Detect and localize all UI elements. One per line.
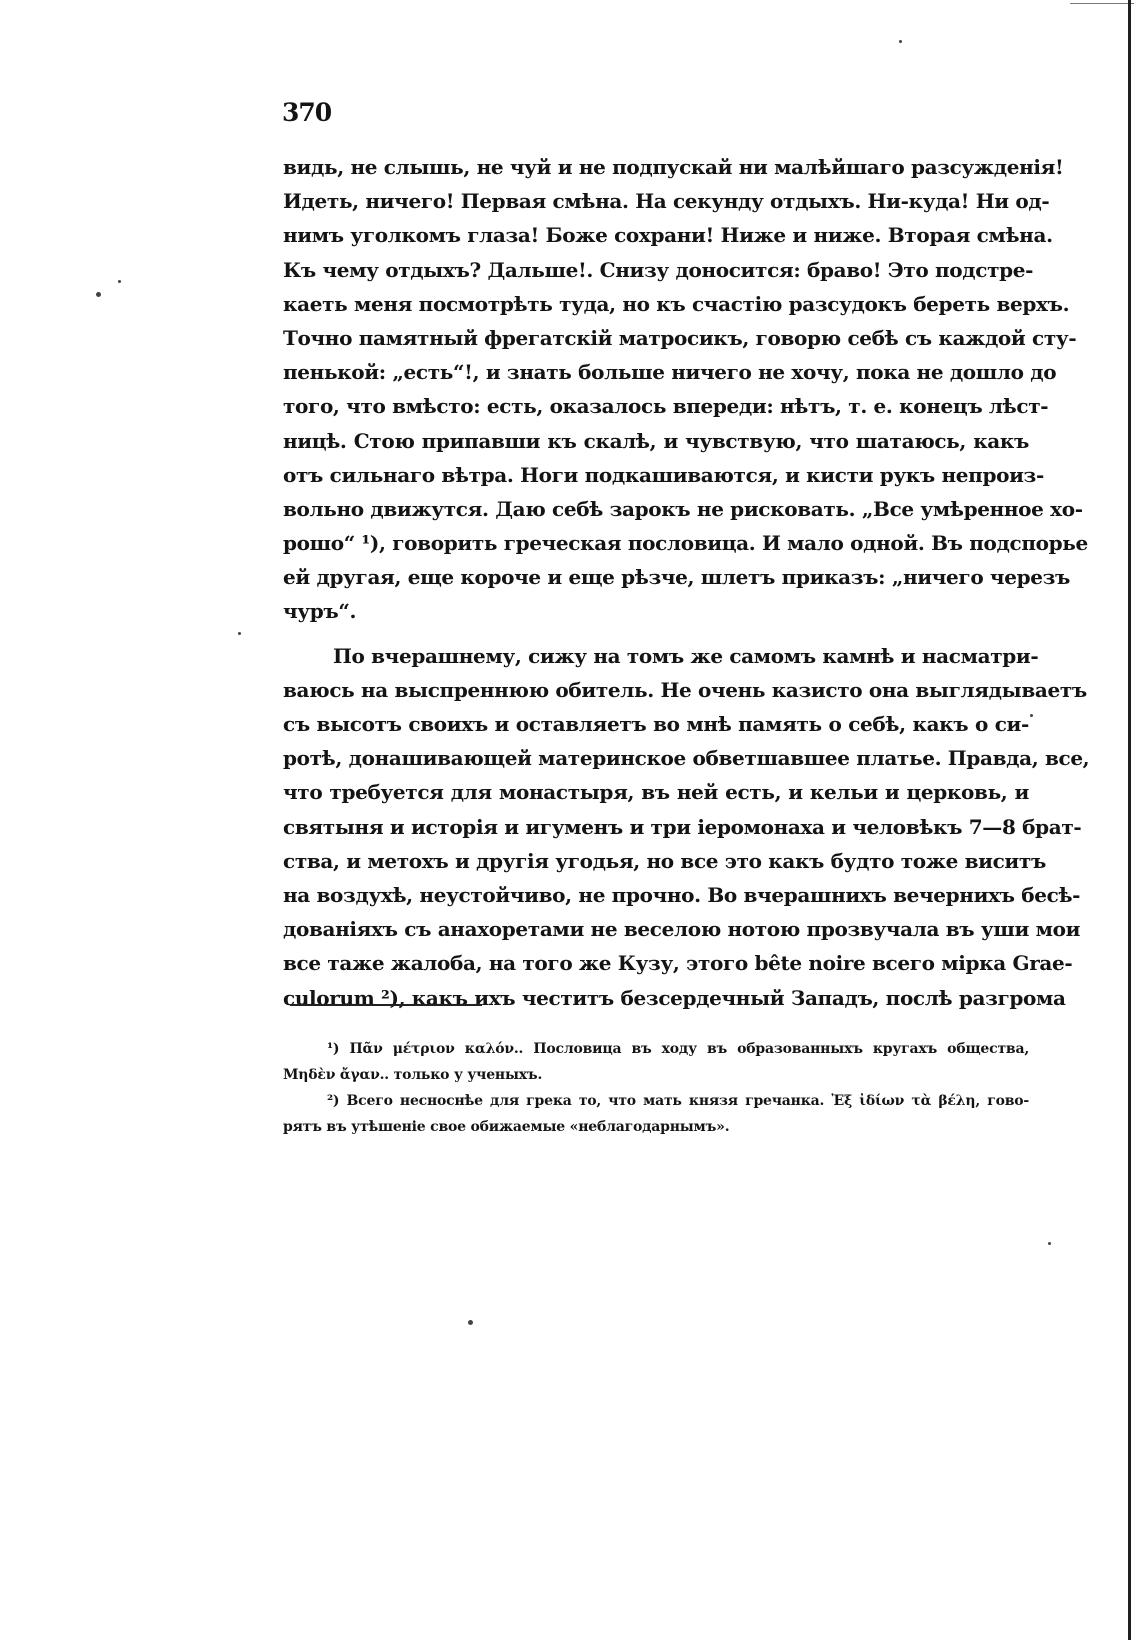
page-number: 370 bbox=[282, 98, 332, 127]
page-edge-rule bbox=[1128, 0, 1131, 1640]
text-line: culorum ²), какъ ихъ честитъ безсердечный Западъ, послѣ разгрома bbox=[283, 985, 1066, 1010]
text-line: святыня и исторія и игуменъ и три іеромонаха и человѣкъ 7—8 брат- bbox=[283, 814, 1082, 839]
text-line: ей другая, еще короче и еще рѣзче, шлетъ приказъ: „ничего черезъ bbox=[283, 565, 1070, 590]
scan-speck bbox=[899, 40, 902, 43]
text-line: Точно памятный фрегатскій матросикъ, говорю себѣ съ каждой сту- bbox=[283, 325, 1077, 350]
text-line: Къ чему отдыхъ? Дальше!. Снизу доносится: браво! Это подстре- bbox=[283, 257, 1034, 282]
footnotes bbox=[283, 1036, 1029, 1140]
footnote-line: рятъ въ утѣшеніе свое обижаемые «неблагодарнымъ». bbox=[283, 1119, 730, 1135]
text-line: видь, не слышь, не чуй и не подпускай ни малѣйшаго разсужденія! bbox=[283, 155, 1064, 179]
text-line: съ высотъ своихъ и оставляетъ во мнѣ память о себѣ, какъ о си- bbox=[283, 712, 1029, 736]
scan-speck bbox=[238, 632, 241, 635]
text-line: того, что вмѣсто: есть, оказалось впереди: нѣтъ, т. е. конецъ лѣст- bbox=[283, 394, 1049, 419]
scan-speck bbox=[118, 280, 121, 283]
footnote-line: Μηδὲν ἄγαν.. только у ученыхъ. bbox=[283, 1067, 543, 1083]
top-edge-rule bbox=[1070, 3, 1134, 4]
body-text bbox=[283, 150, 1090, 1015]
text-line: рошо“ ¹), говорить греческая пословица. И мало одной. Въ подспорье bbox=[283, 531, 1088, 556]
text-line: дованіяхъ съ анахоретами не веселою нотою прозвучала въ уши мои bbox=[283, 917, 1081, 942]
text-line: пенькой: „есть“!, и знать больше ничего не хочу, пока не дошло до bbox=[283, 360, 1057, 385]
text-line: на воздухѣ, неустойчиво, не прочно. Во вчерашнихъ вечернихъ бесѣ- bbox=[283, 882, 1081, 907]
paragraph-gap bbox=[283, 629, 1029, 639]
footnote-line: ²) Всего несноснѣе для грека то, что мать князя гречанка. Ἐξ ἰδίων τὰ βέλη, гово- bbox=[327, 1093, 1029, 1109]
text-line: По вчерашнему, сижу на томъ же самомъ камнѣ и насматри- bbox=[333, 643, 1039, 668]
footnote-line: ¹) Πᾶν μέτριον καλόν.. Пословица въ ходу въ образованныхъ кругахъ общества, bbox=[327, 1041, 1029, 1057]
text-line: вольно движутся. Даю себѣ зарокъ не рисковать. „Все умѣренное хо- bbox=[283, 496, 1083, 521]
scan-speck bbox=[96, 292, 101, 297]
text-line: ницѣ. Стою припавши къ скалѣ, и чувствую, что шатаюсь, какъ bbox=[283, 428, 1029, 453]
scan-speck bbox=[1048, 1242, 1051, 1245]
footnote-separator bbox=[290, 1004, 482, 1006]
text-line: чуръ“. bbox=[283, 599, 357, 624]
scan-speck bbox=[1030, 714, 1033, 717]
text-line: ваюсь на выспреннюю обитель. Не очень казисто она выглядываетъ bbox=[283, 677, 1087, 702]
scan-speck bbox=[468, 1320, 473, 1325]
text-line: Идеть, ничего! Первая смѣна. На секунду отдыхъ. Ни-куда! Ни од- bbox=[283, 189, 1050, 214]
text-line: отъ сильнаго вѣтра. Ноги подкашиваются, и кисти рукъ непроиз- bbox=[283, 462, 1044, 487]
text-line: каеть меня посмотрѣть туда, но къ счастію разсудокъ береть верхъ. bbox=[283, 291, 1070, 316]
text-line: что требуется для монастыря, въ ней есть, и кельи и церковь, и bbox=[283, 780, 1029, 805]
text-line: ротѣ, донашивающей материнское обветшавшее платье. Правда, все, bbox=[283, 746, 1090, 771]
text-line: все таже жалоба, на того же Кузу, этого bête noire всего міркa Grae- bbox=[283, 951, 1073, 976]
text-line: ства, и метохъ и другія угодья, но все это какъ будто тоже виситъ bbox=[283, 848, 1046, 873]
text-line: нимъ уголкомъ глаза! Боже сохрани! Ниже и ниже. Вторая смѣна. bbox=[283, 223, 1053, 248]
